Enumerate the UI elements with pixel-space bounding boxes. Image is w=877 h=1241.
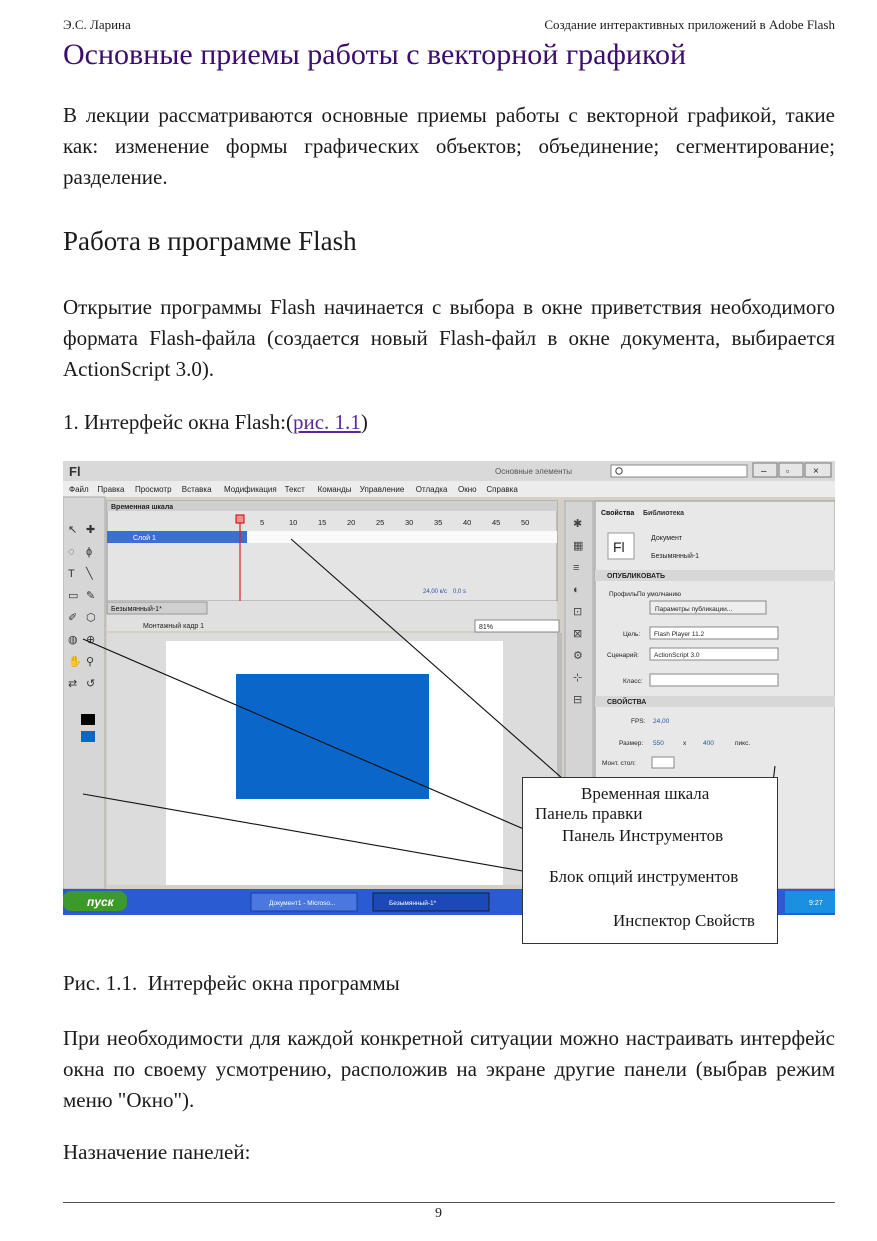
timeline-tab: Временная шкала: [111, 504, 174, 511]
stage-color-swatch: [652, 757, 674, 768]
menu-item[interactable]: Правка: [97, 485, 125, 494]
frame-number: 10: [289, 518, 298, 527]
frame-number: 45: [492, 518, 501, 527]
restore-button: [779, 463, 803, 477]
panel-icon[interactable]: ◐: [573, 584, 580, 596]
svg-text:24,00: 24,00: [653, 718, 670, 725]
panel-icon[interactable]: ▦: [573, 540, 584, 552]
legend-inspector: Инспектор Свойств: [613, 911, 755, 930]
tool-icon[interactable]: ◍: [68, 634, 78, 646]
tool-icon[interactable]: ⊕: [86, 634, 96, 646]
panel-icon[interactable]: ⚙: [573, 650, 583, 662]
document-tab: Безымянный-1*: [111, 606, 162, 613]
tool-icon[interactable]: ɸ: [86, 546, 93, 558]
list-item-interface: 1. Интерфейс окна Flash:(рис. 1.1): [63, 410, 368, 434]
panel-icon[interactable]: ⊡: [573, 606, 583, 618]
tool-icon[interactable]: ▭: [68, 590, 79, 602]
header-author: Э.С. Ларина: [63, 17, 131, 32]
layer-name: Слой 1: [133, 535, 156, 542]
menu-item[interactable]: Команды: [317, 485, 352, 494]
tool-icon[interactable]: ↖: [68, 524, 78, 536]
svg-text:▫: ▫: [786, 466, 790, 476]
svg-text:Flash Player 11.2: Flash Player 11.2: [654, 631, 705, 638]
frame-number: 5: [260, 518, 265, 527]
svg-text:Монт. стол:: Монт. стол:: [602, 760, 636, 767]
section-properties: СВОЙСТВА: [607, 699, 647, 706]
frame-number: 40: [463, 518, 472, 527]
header-book-title: Создание интерактивных приложений в Adobe Flash: [544, 17, 835, 32]
menu-item[interactable]: Вставка: [181, 485, 212, 494]
class-field: [650, 674, 778, 686]
menu-item[interactable]: Модификация: [224, 485, 277, 494]
svg-text:550: 550: [653, 740, 664, 747]
tool-icon[interactable]: ◌: [68, 546, 75, 558]
fps-readout: 24,00 к/с: [423, 589, 447, 595]
menu-item[interactable]: Окно: [458, 485, 477, 494]
footer-rule: [63, 1202, 835, 1203]
legend-tools-panel: Панель Инструментов: [562, 826, 724, 845]
frame-number: 30: [405, 518, 414, 527]
panel-icon[interactable]: ⊹: [573, 672, 583, 684]
menu-item[interactable]: Справка: [486, 485, 518, 494]
svg-text:Документ1 - Microso...: Документ1 - Microso...: [269, 900, 336, 907]
svg-text:Профиль:: Профиль:: [609, 591, 639, 598]
legend-tool-options: Блок опций инструментов: [549, 867, 739, 886]
tool-icon[interactable]: ╲: [86, 568, 93, 580]
svg-text:Сценарий:: Сценарий:: [607, 652, 639, 659]
svg-text:пикс.: пикс.: [735, 740, 751, 747]
figure-caption: Рис. 1.1. Интерфейс окна программы: [63, 971, 400, 995]
svg-text:Параметры публикации...: Параметры публикации...: [655, 606, 733, 613]
panel-icon[interactable]: ⊟: [573, 694, 583, 706]
paragraph-panels: Назначение панелей:: [63, 1140, 251, 1164]
tool-icon[interactable]: ✎: [86, 590, 96, 602]
menu-item[interactable]: Просмотр: [135, 485, 172, 494]
panel-icon[interactable]: ≡: [573, 562, 580, 574]
fill-color-swatch: [81, 731, 95, 742]
svg-text:x: x: [683, 740, 687, 747]
frame-number: 50: [521, 518, 530, 527]
svg-text:400: 400: [703, 740, 714, 747]
svg-text:По умолчанию: По умолчанию: [637, 591, 681, 598]
svg-text:–: –: [761, 466, 767, 477]
flash-logo: Fl: [69, 464, 81, 479]
menu-item[interactable]: Управление: [359, 485, 405, 494]
paragraph-opening: Открытие программы Flash начинается с выбора в окне приветствия необходимого формата Flash-файла (создается новый Flash-файл в окне документа, выбирается ActionScript 3.0).: [63, 295, 835, 381]
tab-library: Библиотека: [643, 510, 685, 517]
legend-edit-panel: Панель правки: [535, 804, 643, 823]
section-publish: ОПУБЛИКОВАТЬ: [607, 573, 666, 580]
tool-icon[interactable]: ⬡: [86, 612, 96, 624]
tool-icon[interactable]: ↺: [86, 678, 96, 690]
svg-text:FPS:: FPS:: [631, 718, 646, 725]
frame-number: 35: [434, 518, 443, 527]
svg-text:81%: 81%: [479, 624, 494, 631]
svg-text:Класс:: Класс:: [623, 678, 643, 685]
tool-icon[interactable]: ⚲: [86, 656, 95, 668]
tool-icon[interactable]: ✚: [86, 524, 96, 536]
workspace-switcher: Основные элементы: [495, 467, 572, 476]
menu-item[interactable]: Текст: [284, 485, 305, 494]
frame-number: 20: [347, 518, 356, 527]
menu-item[interactable]: Файл: [69, 485, 89, 494]
svg-text:Цель:: Цель:: [623, 631, 641, 638]
figure-link[interactable]: рис. 1.1: [293, 410, 361, 434]
scene-name: Монтажный кадр 1: [143, 623, 205, 630]
tool-icon[interactable]: T: [68, 568, 75, 580]
svg-text:×: ×: [813, 466, 819, 477]
page-number: 9: [435, 1206, 442, 1221]
menu-item[interactable]: Отладка: [415, 485, 448, 494]
frame-number: 25: [376, 518, 385, 527]
svg-text:Документ: Документ: [651, 535, 683, 542]
paragraph-customize: При необходимости для каждой конкретной ситуации можно настраивать интерфейс окна по своему усмотрению, расположив на экране другие панели (выбрав режим меню "Окно").: [63, 1026, 835, 1112]
svg-text:пуск: пуск: [87, 895, 114, 909]
panel-icon[interactable]: ⊠: [573, 628, 583, 640]
stroke-color-swatch: [81, 714, 95, 725]
page-title: Основные приемы работы с векторной графикой: [63, 38, 687, 71]
intro-paragraph: В лекции рассматриваются основные приемы работы с векторной графикой, такие как: изменение формы графических объектов; объединение; сегментирование; разделение.: [63, 103, 835, 189]
document-icon: Fl: [613, 539, 625, 555]
svg-text:Размер:: Размер:: [619, 740, 644, 747]
figure-legend: [522, 777, 778, 944]
svg-text:ActionScript 3.0: ActionScript 3.0: [654, 652, 700, 659]
panel-icon[interactable]: ✱: [573, 518, 583, 530]
legend-timeline: Временная шкала: [581, 784, 710, 803]
svg-text:Безымянный-1: Безымянный-1: [651, 553, 700, 560]
frame-number: 15: [318, 518, 327, 527]
svg-text:Безымянный-1*: Безымянный-1*: [389, 900, 437, 907]
section-heading: Работа в программе Flash: [63, 226, 357, 256]
tool-icon[interactable]: ⇄: [68, 678, 78, 690]
time-readout: 0,0 s: [453, 589, 467, 595]
tool-icon[interactable]: ✐: [68, 612, 78, 624]
blue-rectangle-shape: [236, 674, 429, 799]
tool-icon[interactable]: ✋: [68, 656, 82, 668]
clock: 9:27: [809, 900, 823, 907]
tab-properties: Свойства: [601, 510, 635, 517]
